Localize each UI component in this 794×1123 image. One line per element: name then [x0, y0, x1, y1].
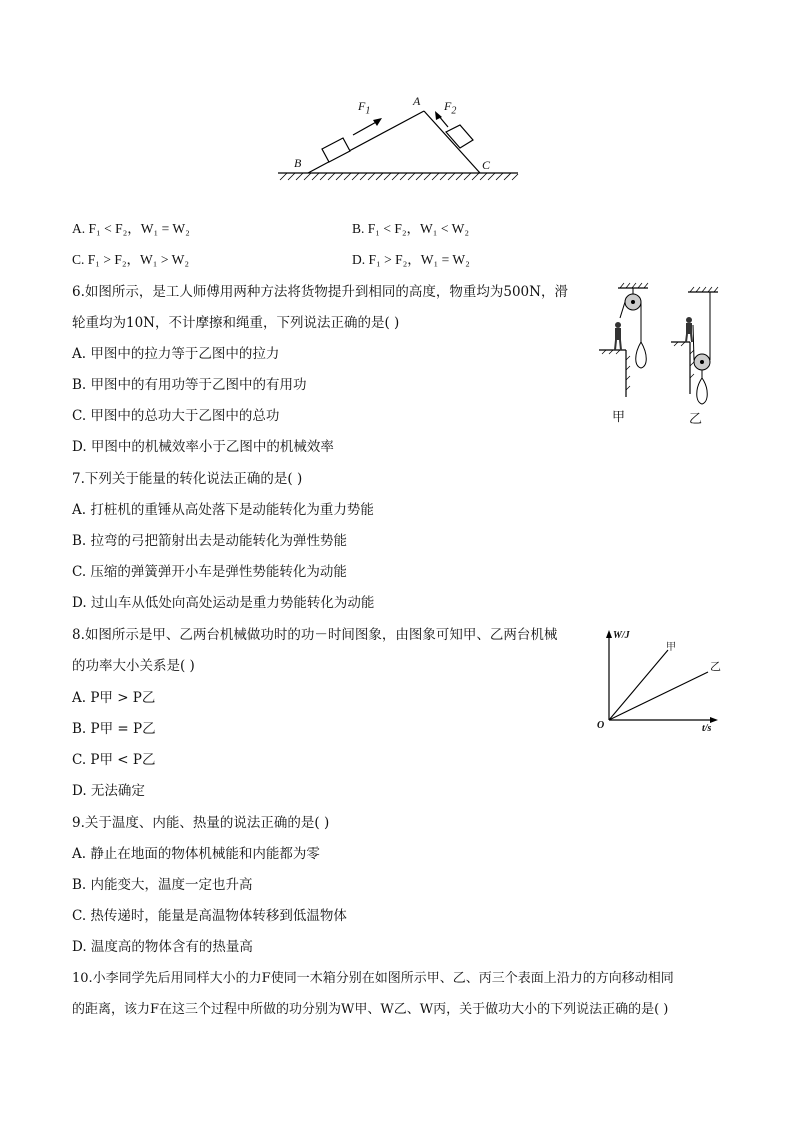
q8-option-a: A. P甲 > P乙 — [72, 690, 156, 706]
line-yi — [609, 672, 708, 720]
q6-option-a: A. 甲图中的拉力等于乙图中的拉力 — [72, 346, 280, 362]
incline-figure — [270, 90, 530, 190]
q10-stem-line2: 的距离，该力F在这三个过程中所做的功分别为W甲、W乙、W丙，关于做功大小的下列说法正确的是( ) — [72, 1002, 669, 1017]
q5-option-c: C. F₁ > F₂，W₁ > W₂ — [72, 252, 190, 267]
q6-option-d: D. 甲图中的机械效率小于乙图中的机械效率 — [72, 439, 334, 455]
q9-option-c: C. 热传递时，能量是高温物体转移到低温物体 — [72, 908, 347, 924]
q6-option-c: C. 甲图中的总功大于乙图中的总功 — [72, 408, 280, 424]
pulley-figure — [596, 282, 726, 427]
q10-stem-line1: 10.小李同学先后用同样大小的力F使同一木箱分别在如图所示甲、乙、丙三个表面上沿力的方向移动相同 — [72, 971, 674, 986]
label-F2: $F_2$ — [444, 99, 457, 117]
pulley-label-jia: 甲 — [612, 410, 626, 425]
graph-jia-label: 甲 — [666, 642, 676, 653]
graph-origin-label: O — [597, 720, 605, 731]
q6-stem-line1: 6.如图所示，是工人师傅用两种方法将货物提升到相同的高度，物重均为500N，滑 — [72, 284, 568, 300]
q8-stem-line2: 的功率大小关系是( ) — [72, 658, 195, 674]
q7-stem: 7.下列关于能量的转化说法正确的是( ) — [72, 471, 303, 487]
pulley-label-yi: 乙 — [689, 412, 703, 427]
q6-option-b: B. 甲图中的有用功等于乙图中的有用功 — [72, 377, 307, 393]
q7-option-b: B. 拉弯的弓把箭射出去是动能转化为弹性势能 — [72, 533, 348, 549]
q5-option-b: B. F₁ < F₂，W₁ < W₂ — [352, 221, 470, 236]
line-jia — [609, 650, 668, 720]
q7-option-c: C. 压缩的弹簧弹开小车是弹性势能转化为动能 — [72, 564, 347, 580]
q9-option-d: D. 温度高的物体含有的热量高 — [72, 939, 253, 955]
q9-option-a: A. 静止在地面的物体机械能和内能都为零 — [72, 846, 320, 862]
q7-option-d: D. 过山车从低处向高处运动是重力势能转化为动能 — [72, 595, 375, 611]
label-B: B — [294, 156, 302, 170]
graph-yi-label: 乙 — [710, 660, 721, 673]
q5-option-d: D. F₁ > F₂，W₁ = W₂ — [352, 252, 470, 267]
graph-x-label: t/s — [702, 723, 712, 734]
graph-y-label: W/J — [613, 630, 630, 641]
q9-option-b: B. 内能变大，温度一定也升高 — [72, 877, 253, 893]
q5-option-a: A. F₁ < F₂，W₁ = W₂ — [72, 221, 190, 236]
q9-stem: 9.关于温度、内能、热量的说法正确的是( ) — [72, 815, 330, 831]
q8-stem-line1: 8.如图所示是甲、乙两台机械做功时的功－时间图象，由图象可知甲、乙两台机械 — [72, 627, 558, 643]
label-C: C — [482, 158, 491, 172]
q6-stem-line2: 轮重均为10N，不计摩擦和绳重，下列说法正确的是( ) — [72, 315, 400, 331]
work-time-graph — [594, 626, 730, 738]
q8-option-b: B. P甲 = P乙 — [72, 721, 156, 737]
q7-option-a: A. 打桩机的重锤从高处落下是动能转化为重力势能 — [72, 502, 374, 518]
label-A: A — [413, 94, 421, 108]
label-F1: $F_1$ — [358, 99, 371, 117]
q8-option-c: C. P甲 < P乙 — [72, 752, 156, 768]
q8-option-d: D. 无法确定 — [72, 783, 145, 799]
